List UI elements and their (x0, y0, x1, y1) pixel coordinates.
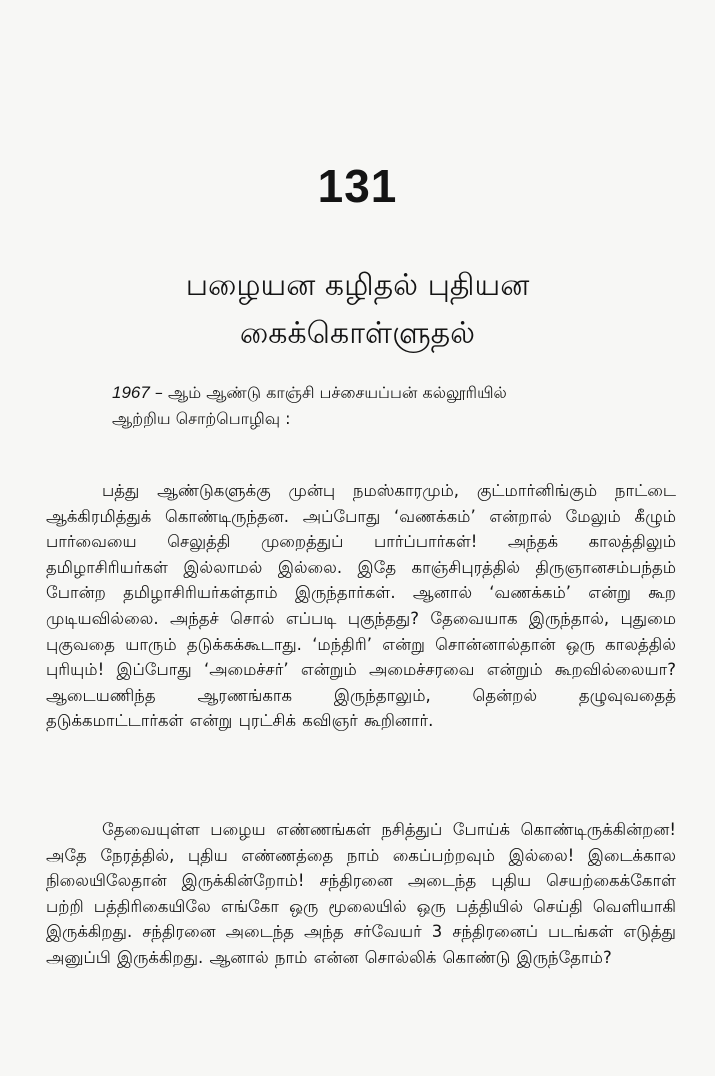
chapter-number: 131 (317, 160, 398, 212)
paragraph-text: பத்து ஆண்டுகளுக்கு முன்பு நமஸ்காரமும், குட்மார்னிங்கும் நாட்டை ஆக்கிரமித்துக் கொண்டிருந்தன. அப்போது ‘வணக்கம்’ என்றால் மேலும் கீழும் பார்வையை செலுத்தி முறைத்துப் பார்ப்பார்கள்! அந்தக் காலத்திலும் தமிழாசிரியர்கள் இல்லாமல் இல்லை. இதே காஞ்சிபுரத்தில் திருஞானசம்பந்தம் போன்ற தமிழாசிரியர்கள்தாம் இருந்தார்கள். ஆனால் ‘வணக்கம்’ என்று கூற முடியவில்லை. அந்தச் சொல் எப்படி புகுந்தது? தேவையாக இருந்தால், புதுமை புகுவதை யாரும் தடுக்கக்கூடாது. ‘மந்திரி’ என்று சொன்னால்தான் ஒரு காலத்தில் புரியும்! இப்போது ‘அமைச்சர்’ என்றும் அமைச்சரவை என்றும் கூறவில்லையா? ஆடையணிந்த ஆரணங்காக இருந்தாலும், தென்றல் தழுவுவதைத் தடுக்கமாட்டார்கள் என்று புரட்சிக் கவிஞர் கூறினார். (46, 481, 676, 731)
speech-year: 1967 (112, 383, 150, 402)
body-paragraph (46, 478, 676, 734)
speech-context-note (112, 380, 672, 432)
body-paragraph (46, 817, 676, 971)
speech-context-line-1 (112, 380, 672, 406)
chapter-title-line-1: பழையன கழிதல் புதியன (185, 268, 530, 303)
chapter-title (40, 262, 675, 358)
speech-venue-text: – ஆம் ஆண்டு காஞ்சி பச்சையப்பன் கல்லூரியில் (149, 383, 507, 402)
speech-context-line-2: ஆற்றிய சொற்பொழிவு : (112, 409, 291, 428)
chapter-title-line-2: கைக்கொள்ளுதல் (239, 316, 476, 351)
paragraph-text: தேவையுள்ள பழைய எண்ணங்கள் நசித்துப் போய்க் கொண்டிருக்கின்றன! அதே நேரத்தில், புதிய எண்ணத்தை நாம் கைப்பற்றவும் இல்லை! இடைக்கால நிலையிலேதான் இருக்கின்றோம்! சந்திரனை அடைந்த புதிய செயற்கைக்கோள் பற்றி பத்திரிகையிலே எங்கோ ஒரு மூலையில் ஒரு பத்தியில் செய்தி வெளியாகி இருக்கிறது. சந்திரனை அடைந்த அந்த சர்வேயர் 3 சந்திரனைப் படங்கள் எடுத்து அனுப்பி இருக்கிறது. ஆனால் நாம் என்ன சொல்லிக் கொண்டு இருந்தோம்? (46, 820, 676, 967)
